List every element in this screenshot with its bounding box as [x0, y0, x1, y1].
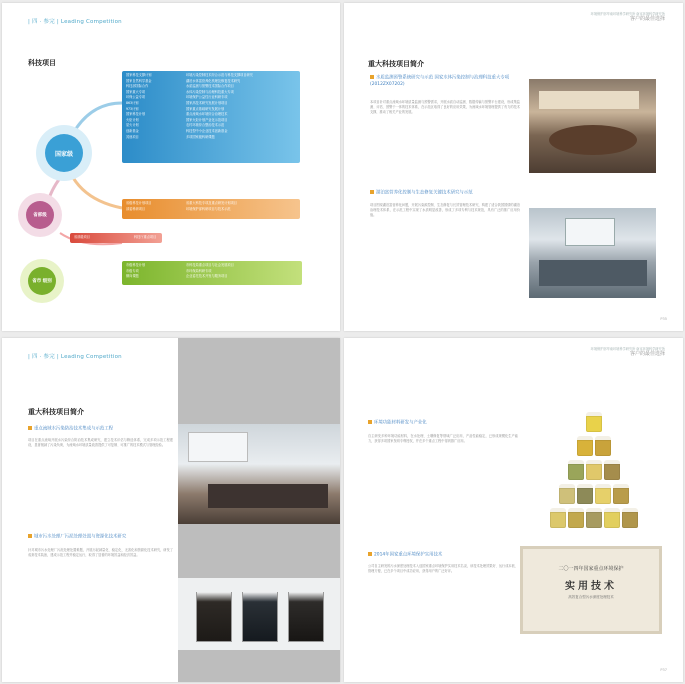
- sample-jar: [559, 484, 575, 504]
- project-description: 多项国家级科研课题: [186, 134, 215, 139]
- ministry-projects-box: [70, 233, 162, 243]
- project-1-text: 本项目针对重点流域水环境质量监测与预警需求，开展水质自动监测、数据传输与预警平台建设，形成集监测、评估、预警于一体的技术体系，在示范区取得了良好的应用效果，为流域水环境管理提供了有力的技术支撑，推动了相关产业的发展。: [370, 100, 520, 115]
- project-2-text: 公司自主研发的污水深度处理技术入选国家重点环境保护实用技术名录，该技术处理效果好、运行成本低、管理方便，已在多个项目中成功应用，获得用户的广泛好评。: [368, 564, 518, 574]
- page-header: [591, 347, 665, 358]
- project-category: 市级科技计划: [126, 263, 146, 267]
- project-row: [126, 135, 296, 141]
- provincial-projects-box: [122, 199, 300, 219]
- project-description: 企业委托技术开发与服务项目: [186, 274, 228, 279]
- sample-jar: [550, 508, 566, 528]
- page-3: [2, 338, 340, 682]
- sample-jar: [586, 508, 602, 528]
- sample-jar: [577, 436, 593, 456]
- project-category: 国家科技计划: [126, 112, 146, 117]
- page-2: [344, 3, 683, 331]
- bullet-icon: [370, 190, 374, 194]
- project-description: 水体污染控制与治理科技重大专项: [186, 89, 234, 94]
- project-description: 科技型中小企业技术创新基金: [186, 128, 228, 133]
- project-1-text: 项目在重点流域开展水污染综合防治技术集成研究，建立技术评估与筛选体系，完成多项示范工程建设，显著削减了污染负荷，为流域水环境质量改善提供了可复制、可推广的技术模式与管理经验。: [28, 438, 173, 448]
- sample-jar: [604, 460, 620, 480]
- project-row: [126, 274, 298, 280]
- project-1-title: 水质监测预警系统研究与示范 国家水体污染控制与治理科技重大专项 (2012ZX07202): [370, 75, 510, 87]
- sample-jar: [577, 484, 593, 504]
- sample-jar: [622, 508, 638, 528]
- project-2-text: 针对城市污水处理厂污泥处理处置难题，开展污泥减量化、稳定化、无害化和资源化技术研究，研发了成套技术装备，建成示范工程并稳定运行，取得了显著的环境效益和经济效益。: [28, 548, 173, 558]
- project-description: 国家火炬计划产业化示范项目: [186, 117, 228, 122]
- project-description: 国家高技术研究发展计划项目: [186, 100, 228, 105]
- project-category: 国家重大专项: [126, 89, 146, 94]
- certificate-line-1: 二〇一四年国家重点环境保护: [558, 566, 624, 572]
- project-category: 国家科技支撑计划: [126, 73, 152, 77]
- project-category: 创新基金: [126, 128, 139, 133]
- header-org: 环境保护部华南环境科学研究所 南京环境科学研究所: [590, 12, 665, 16]
- beakers-photo: [178, 578, 340, 650]
- page-4: [344, 338, 683, 682]
- project-2-text: 项目围绕湖泊富营养化问题，开展污染源控制、生态修复与长效管理技术研究，构建了适合我国国情的湖泊治理技术体系，在示范工程中实现了水质明显改善，形成了多项专利与技术规范，具有广泛的推广应用价值。: [370, 203, 520, 218]
- sample-jar: [568, 460, 584, 480]
- project-category: 863计划: [126, 100, 139, 105]
- project-category: 省级科技计划项目: [126, 201, 152, 205]
- bullet-icon: [28, 426, 32, 430]
- section-title: 科技项目: [28, 59, 56, 67]
- section-title: 重大科技项目简介: [28, 408, 84, 416]
- project-description: 科技厅重点项目: [134, 235, 157, 239]
- project-category: 国家自然科学基金: [126, 78, 152, 83]
- sample-jar: [586, 460, 602, 480]
- certificate-line-3: 高效复合型污水深度处理技术: [568, 595, 614, 599]
- sample-jar: [595, 484, 611, 504]
- project-category: 星火计划: [126, 123, 139, 128]
- project-description: 环境保护部科研项目与技术示范: [186, 206, 231, 211]
- project-category: 973计划: [126, 106, 139, 111]
- certificate-line-2: 实用技术: [565, 581, 617, 592]
- province-level-circle: 省部级: [26, 201, 54, 229]
- meeting-photo: [178, 424, 340, 524]
- meeting-photo-1: [529, 79, 656, 173]
- project-category: 火炬计划: [126, 117, 139, 122]
- project-category: 横向课题: [126, 274, 139, 279]
- project-category: 市级专项: [126, 268, 139, 273]
- project-description: 水质监测与预警技术国际合作项目: [186, 84, 234, 89]
- header-slogan: 客户的最佳选择: [629, 351, 665, 357]
- header-org: 环境保护部华南环境科学研究所 南京环境科学研究所: [590, 347, 665, 351]
- city-level-circle: 省市 级别: [28, 267, 56, 295]
- project-description: 市环保局科研专项: [186, 268, 212, 273]
- project-1-title: 环境功能材料研发与产业化: [368, 420, 518, 427]
- project-2-title: 城市污水处理厂污泥处理处置与资源化技术研究: [28, 534, 173, 541]
- project-row: [126, 207, 296, 213]
- project-2-title: 2014年国家重点环境保护实用技术: [368, 552, 518, 559]
- bullet-icon: [368, 420, 372, 424]
- project-description: 农村环境综合整治技术示范: [186, 123, 225, 128]
- material-jars-photo: [540, 404, 650, 534]
- project-description: 国家重点基础研究发展计划: [186, 106, 225, 111]
- project-1-text: 自主研发多种环境功能材料，在水处理、土壤修复等领域广泛应用，产品性能稳定，已形成规模化生产能力，获得多项国家发明专利授权，并在多个重点工程中得到推广应用。: [368, 434, 518, 444]
- project-category: 环保公益专项: [126, 95, 146, 100]
- sample-jar: [604, 508, 620, 528]
- bullet-icon: [370, 75, 374, 79]
- national-level-circle: 国家级: [45, 134, 83, 172]
- project-description: 市科技局重点项目与社会发展项目: [186, 263, 234, 267]
- page-header: | 四 · 参完 | Leading Competition: [28, 19, 122, 25]
- project-row: [74, 235, 158, 241]
- project-description: 湖泊水体富营养化机理及修复技术研究: [186, 78, 241, 83]
- project-2-title: 湖泊富营养化控制与生态修复关键技术研究与示范: [370, 190, 520, 197]
- project-description: 环境保护公益性行业科研专项: [186, 95, 228, 100]
- page-1: [2, 3, 340, 331]
- sample-jar: [613, 484, 629, 504]
- meeting-photo-2: [529, 208, 656, 298]
- sample-jar: [568, 508, 584, 528]
- header-slogan: 客户的最佳选择: [629, 16, 665, 22]
- project-description: 省重大科技专项及重点研发计划项目: [186, 201, 237, 205]
- sample-jar: [595, 436, 611, 456]
- page-header: [591, 12, 665, 23]
- project-category: 其他项目: [126, 134, 139, 139]
- section-title: 重大科技项目简介: [368, 60, 424, 68]
- bullet-icon: [28, 534, 32, 538]
- page-number: P37: [660, 668, 667, 672]
- page-header: | 四 · 参完 | Leading Competition: [28, 354, 122, 360]
- national-projects-box: [122, 71, 300, 163]
- project-category: 科技部国际合作: [126, 84, 149, 89]
- project-category: 省部级项目: [74, 235, 90, 239]
- project-description: 环境污染控制技术综合示范与科技支撑项目研究: [186, 73, 253, 77]
- project-description: 重点流域水环境综合治理技术: [186, 112, 228, 117]
- project-category: 部委科研项目: [126, 206, 146, 211]
- sample-jar: [586, 412, 602, 432]
- bullet-icon: [368, 552, 372, 556]
- award-certificate: [520, 546, 662, 634]
- city-projects-box: [122, 261, 302, 285]
- page-number: P35: [660, 317, 667, 321]
- project-1-title: 重点流域水污染防治技术集成与示范工程: [28, 426, 173, 433]
